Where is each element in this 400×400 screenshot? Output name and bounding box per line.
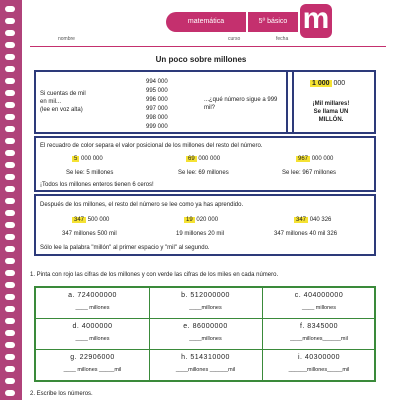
millions-reading: Se lee: 5 millones <box>66 170 114 176</box>
count-item: 994 000 <box>146 79 168 85</box>
exercise-cell: i. 40300000 ______millones_____mil <box>262 350 376 381</box>
date-label: fecha <box>276 36 289 42</box>
answer-text-line: MILLÓN. <box>318 117 344 123</box>
answer-blank[interactable]: ______millones_____mil <box>288 367 350 373</box>
millions-intro: El recuadro de color separa el valor posicional de los millones del resto del número. <box>40 143 263 149</box>
spiral-hole <box>5 330 15 336</box>
answer-text-line: ¡Mil millares! <box>312 101 350 107</box>
spiral-hole <box>5 54 15 60</box>
header-line <box>30 46 386 47</box>
spiral-hole <box>5 138 15 144</box>
spiral-hole <box>5 162 15 168</box>
millions-reading: Se lee: 69 millones <box>178 170 229 176</box>
answer-blank[interactable]: ____millones______mil <box>290 336 348 342</box>
spiral-hole <box>5 102 15 108</box>
spiral-hole <box>5 246 15 252</box>
reading-result: 347 millones 500 mil <box>62 231 117 237</box>
answer-blank[interactable]: ____millones <box>189 305 222 311</box>
count-item: 995 000 <box>146 88 168 94</box>
reading-box <box>34 194 376 256</box>
reading-example: 347 040 326 <box>296 217 332 223</box>
exercise-cell: h. 514310000 ____millones ______mil <box>149 350 263 381</box>
spiral-hole <box>5 258 15 264</box>
answer-blank[interactable]: ____ millones <box>302 305 336 311</box>
reading-intro: Después de los millones, el resto del número se lee como ya has aprendido. <box>40 202 244 208</box>
count-item: 999 000 <box>146 124 168 130</box>
reading-result: 347 millones 40 mil 326 <box>274 231 338 237</box>
millions-box <box>34 136 376 192</box>
course-label: curso <box>228 36 241 42</box>
spiral-hole <box>5 354 15 360</box>
exercise-cell: c. 404000000 ____ millones <box>262 288 376 319</box>
spiral-hole <box>5 270 15 276</box>
answer-blank[interactable]: ____ millones <box>75 336 110 342</box>
reading-example: 347 500 000 <box>74 217 110 223</box>
intro-question-line: en mil... <box>40 99 62 105</box>
spiral-hole <box>5 186 15 192</box>
exercise-cell: d. 4000000 ____ millones <box>36 319 150 350</box>
exercise1-instruction: 1. Pinta con rojo las cifras de los millones y con verde las cifras de los miles en cada número. <box>30 272 279 278</box>
spiral-hole <box>5 150 15 156</box>
answer-number: 1 000 000 <box>312 80 346 87</box>
exercise2-instruction: 2. Escribe los números. <box>30 391 93 397</box>
count-item: 996 000 <box>146 97 168 103</box>
exercise1-table <box>34 286 376 382</box>
spiral-hole <box>5 282 15 288</box>
spiral-hole <box>5 6 15 12</box>
answer-blank[interactable]: ____ millones <box>75 305 110 311</box>
spiral-hole <box>5 306 15 312</box>
answer-text-line: Se llama UN <box>313 109 349 115</box>
spiral-hole <box>5 318 15 324</box>
count-item: 998 000 <box>146 115 168 121</box>
intro-answer-box <box>286 70 376 134</box>
spiral-hole <box>5 342 15 348</box>
reading-example: 19 020 000 <box>186 217 219 223</box>
spiral-hole <box>5 42 15 48</box>
exercise-cell: a. 724000000 ____ millones <box>36 288 150 319</box>
spiral-hole <box>5 114 15 120</box>
spiral-hole <box>5 210 15 216</box>
exercise-cell: b. 512000000 ____millones <box>149 288 263 319</box>
math-logo: m <box>300 4 332 38</box>
reading-result: 19 millones 20 mil <box>176 231 225 237</box>
spiral-hole <box>5 366 15 372</box>
spiral-hole <box>5 174 15 180</box>
intro-box <box>34 70 294 134</box>
answer-blank[interactable]: ____millones ______mil <box>175 367 236 373</box>
page-title: Un poco sobre millones <box>155 55 247 64</box>
millions-example: 967 000 000 <box>298 156 334 162</box>
millions-footer: ¡Todos los millones enteros tienen 6 ceros! <box>40 182 154 188</box>
spiral-hole <box>5 294 15 300</box>
exercise-cell: f. 8345000 ____millones______mil <box>262 319 376 350</box>
count-item: 997 000 <box>146 106 168 112</box>
subject-tab: matemática <box>166 12 246 32</box>
name-label: nombre <box>58 36 75 42</box>
millions-example: 69 000 000 <box>188 156 221 162</box>
spiral-hole <box>5 66 15 72</box>
spiral-hole <box>5 30 15 36</box>
spiral-hole <box>5 390 15 396</box>
millions-example: 5 000 000 <box>74 156 103 162</box>
spiral-hole <box>5 234 15 240</box>
spiral-binding <box>0 0 22 400</box>
spiral-hole <box>5 78 15 84</box>
worksheet-page <box>26 0 396 400</box>
reading-footer: Sólo lee la palabra "millón" al primer espacio y "mil" al segundo. <box>40 245 210 251</box>
intro-question-line: (lee en voz alta) <box>40 107 83 113</box>
intro-question-line: Si cuentas de mil <box>40 91 86 97</box>
intro-question-right: ...¿qué número sigue a 999 mil? <box>204 97 278 111</box>
spiral-hole <box>5 222 15 228</box>
spiral-hole <box>5 378 15 384</box>
millions-reading: Se lee: 967 millones <box>282 170 337 176</box>
spiral-hole <box>5 18 15 24</box>
spiral-hole <box>5 198 15 204</box>
answer-blank[interactable]: ____millones <box>189 336 222 342</box>
exercise-cell: e. 86000000 ____millones <box>149 319 263 350</box>
grade-tab: 5º básico <box>248 12 298 32</box>
answer-blank[interactable]: ____ millones _____mil <box>63 367 122 373</box>
exercise-cell: g. 22906000 ____ millones _____mil <box>36 350 150 381</box>
spiral-hole <box>5 126 15 132</box>
spiral-hole <box>5 90 15 96</box>
